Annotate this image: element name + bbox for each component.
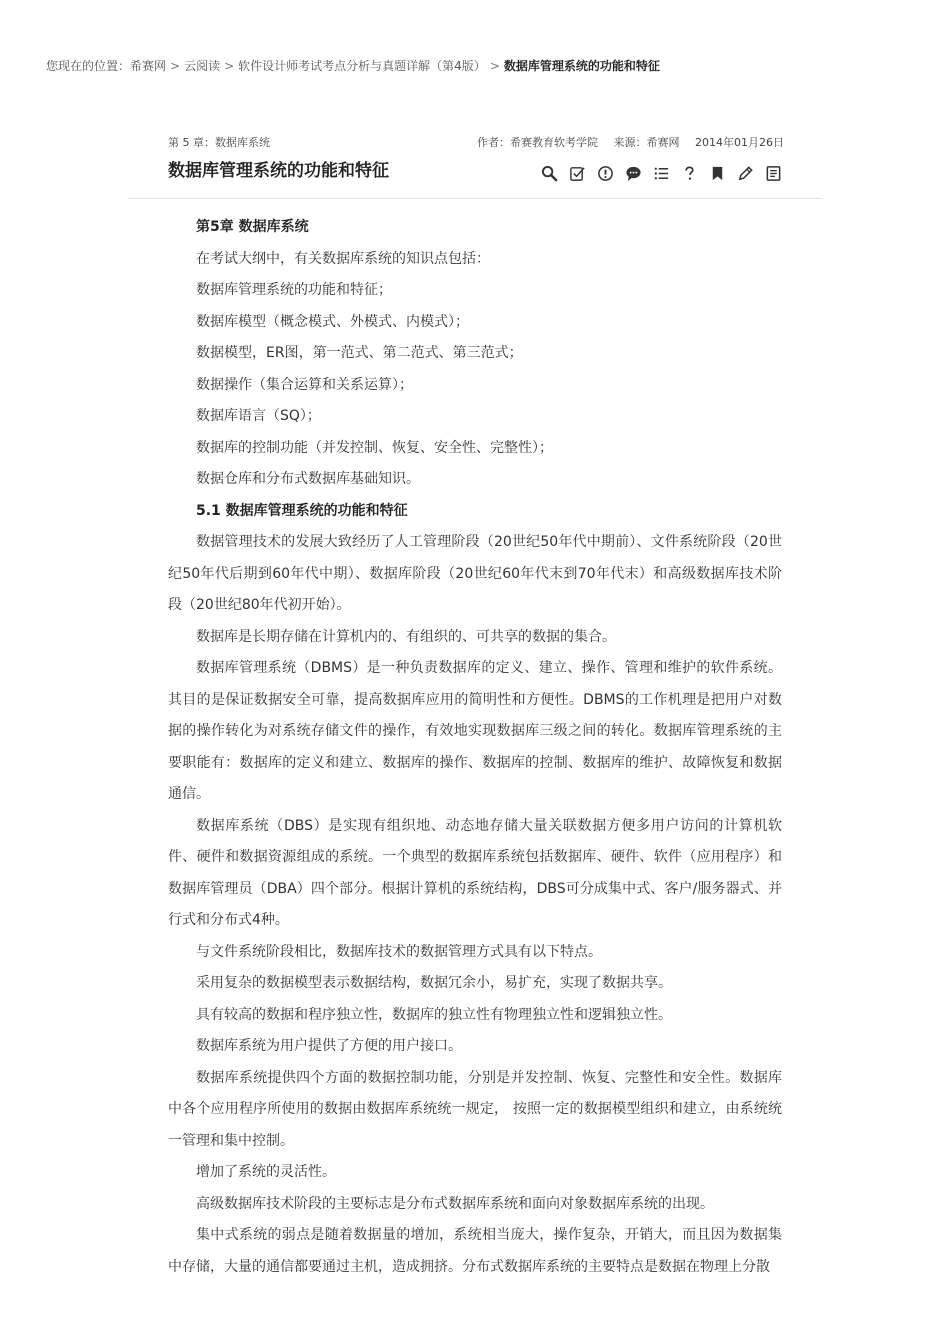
paragraph: 数据库模型（概念模式、外模式、内模式）； — [196, 313, 469, 330]
breadcrumb-link-cloud-reading[interactable]: 云阅读 — [184, 59, 221, 73]
paragraph: 集中式系统的弱点是随着数据量的增加，系统相当庞大，操作复杂，开销大，而且因为数据集中存储，大量的通信都要通过主机，造成拥挤。分布式数据库系统的主要特点是数据在物理上分散 — [168, 1227, 782, 1275]
paragraph: 数据库是长期存储在计算机内的、有组织的、可共享的数据的集合。 — [196, 628, 616, 645]
paragraph: 数据库管理系统（DBMS）是一种负责数据库的定义、建立、操作、管理和维护的软件系统。其目的是保证数据安全可靠，提高数据库应用的简明性和方便性。DBMS的工作机理是把用户对数据的操作转化为对系统存储文件的操作，有效地实现数据库三级之间的转化。数据库管理系统的主要职能有：数据库的定义和建立、数据库的操作、数据库的控制、数据库的维护、故障恢复和数据通信。 — [168, 660, 782, 802]
edit-icon[interactable] — [736, 163, 754, 183]
alert-icon[interactable] — [596, 163, 614, 183]
paragraph: 与文件系统阶段相比，数据库技术的数据管理方式具有以下特点。 — [196, 943, 602, 960]
bookmark-icon[interactable] — [708, 163, 726, 183]
breadcrumb-prefix: 您现在的位置： — [46, 59, 131, 73]
paragraph: 数据库的控制功能（并发控制、恢复、安全性、完整性）； — [196, 439, 553, 456]
article-date: 2014年01月26日 — [695, 136, 784, 149]
paragraph: 增加了系统的灵活性。 — [196, 1164, 336, 1180]
list-icon[interactable] — [652, 163, 670, 183]
page-title: 数据库管理系统的功能和特征 — [168, 161, 389, 181]
article-toolbar — [540, 163, 782, 183]
paragraph: 数据模型，ER图，第一范式、第二范式、第三范式； — [196, 345, 523, 361]
section-heading: 5.1 数据库管理系统的功能和特征 — [196, 502, 408, 519]
paragraph: 数据仓库和分布式数据库基础知识。 — [196, 471, 420, 487]
paragraph: 数据库系统为用户提供了方便的用户接口。 — [196, 1038, 462, 1054]
header-divider — [128, 198, 822, 199]
paragraph: 高级数据库技术阶段的主要标志是分布式数据库系统和面向对象数据库系统的出现。 — [196, 1195, 714, 1212]
breadcrumb-link-book[interactable]: 软件设计师考试考点分析与真题详解（第4版） — [238, 59, 486, 73]
search-icon[interactable] — [540, 163, 558, 183]
paragraph: 具有较高的数据和程序独立性，数据库的独立性有物理独立性和逻辑独立性。 — [196, 1006, 672, 1023]
paragraph: 数据库语言（SQ）； — [196, 408, 321, 424]
comment-icon[interactable] — [624, 163, 642, 183]
breadcrumb-current: 数据库管理系统的功能和特征 — [503, 59, 660, 73]
breadcrumb-separator: > — [224, 59, 235, 73]
paragraph: 数据库系统（DBS）是实现有组织地、动态地存储大量关联数据方便多用户访问的计算机软件、硬件和数据资源组成的系统。一个典型的数据库系统包括数据库、硬件、软件（应用程序）和数据库管理员（DBA）四个部分。根据计算机的系统结构，DBS可分成集中式、客户/服务器式、并行式和分布式4种。 — [168, 817, 782, 928]
breadcrumb-link-home[interactable]: 希赛网 — [130, 59, 167, 73]
help-icon[interactable] — [680, 163, 698, 183]
article-author: 作者：希赛教育软考学院 — [477, 136, 598, 149]
paragraph: 采用复杂的数据模型表示数据结构，数据冗余小，易扩充，实现了数据共享。 — [196, 975, 672, 991]
chapter-label: 第 5 章：数据库系统 — [168, 136, 270, 149]
breadcrumb-separator: > — [170, 59, 181, 73]
checklist-icon[interactable] — [568, 163, 586, 183]
article-meta — [477, 134, 784, 150]
paragraph: 在考试大纲中，有关数据库系统的知识点包括： — [196, 250, 490, 267]
breadcrumb — [46, 57, 660, 74]
paragraph: 数据库系统提供四个方面的数据控制功能，分别是并发控制、恢复、完整性和安全性。数据库中各个应用程序所使用的数据由数据库系统统一规定， 按照一定的数据模型组织和建立，由系统统一管理和集中控制。 — [168, 1069, 782, 1149]
paragraph: 数据操作（集合运算和关系运算）； — [196, 376, 413, 393]
article-source: 来源：希赛网 — [613, 136, 680, 149]
chapter-heading: 第5章 数据库系统 — [196, 219, 309, 235]
note-icon[interactable] — [764, 163, 782, 183]
paragraph: 数据库管理系统的功能和特征； — [196, 282, 392, 298]
article-body — [168, 212, 782, 1283]
breadcrumb-separator: > — [489, 59, 500, 73]
paragraph: 数据管理技术的发展大致经历了人工管理阶段（20世纪50年代中期前）、文件系统阶段（20世纪50年代后期到60年代中期）、数据库阶段（20世纪60年代末到70年代末）和高级数据库技术阶段（20世纪80年代初开始）。 — [168, 534, 782, 613]
